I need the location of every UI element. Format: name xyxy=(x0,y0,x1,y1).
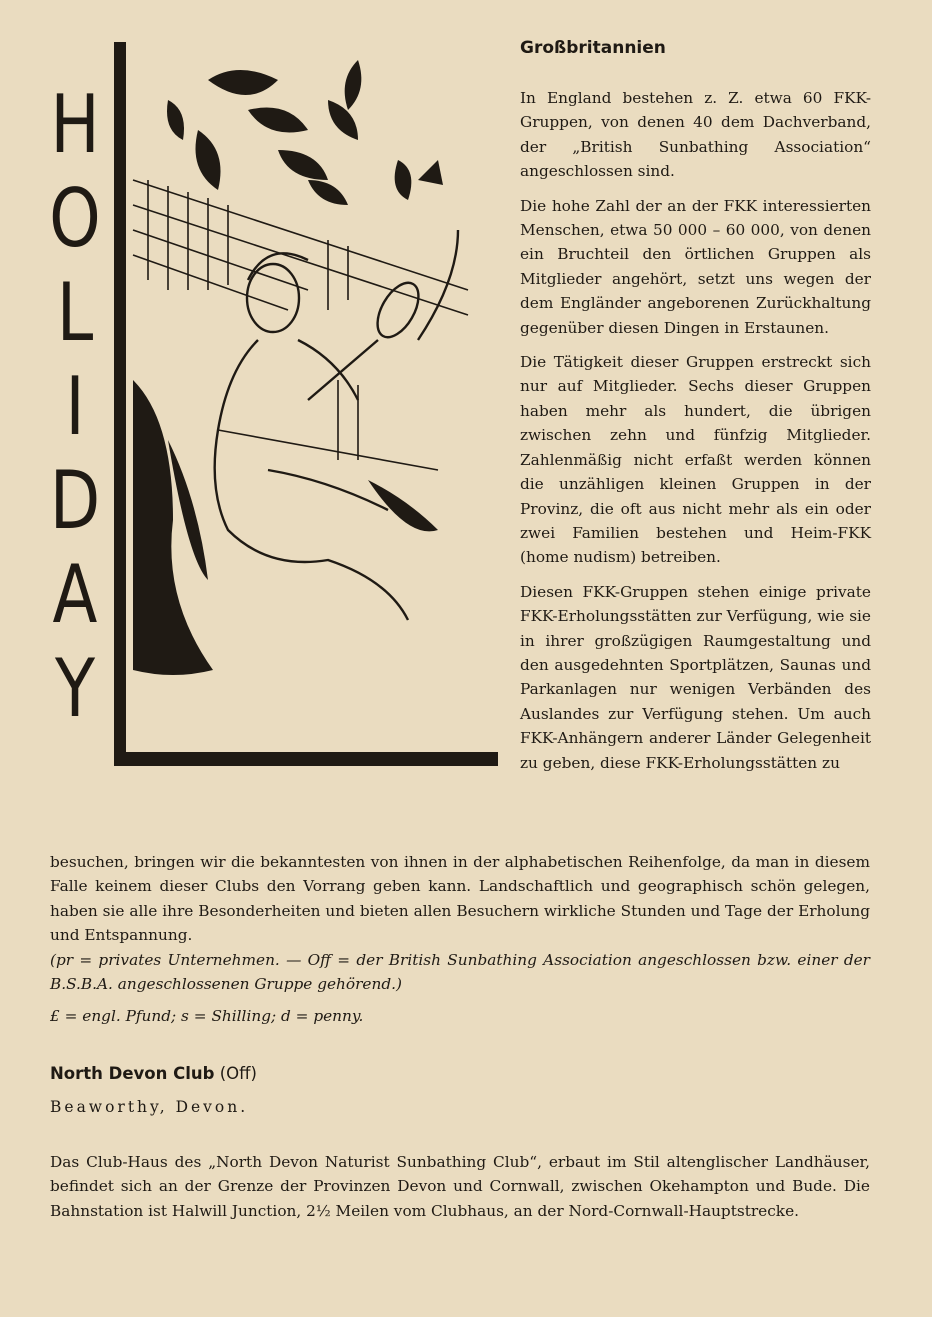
abbreviation-note: (pr = privates Unternehmen. — Off = der British Sunbathing Association angeschlossen bzw. einer der B.S.B.A. angeschlossenen Gruppe gehörend.) xyxy=(50,950,870,994)
section-heading: Großbritannien xyxy=(520,38,666,58)
title-letter: Y xyxy=(54,642,96,735)
paragraph: In England bestehen z. Z. etwa 60 FKK-Gruppen, von denen 40 dem Dachverband, der „British Sunbathing Association“ angeschlossen sind. xyxy=(520,89,871,181)
tennis-player-drawing xyxy=(108,40,500,780)
paragraph: Die Tätigkeit dieser Gruppen erstreckt sich nur auf Mitglieder. Sechs dieser Gruppen haben mehr als hundert, die übrigen zwischen zehn und fünfzig Mitglieder. Zahlenmäßig nicht erfaßt werden können die unzähligen kleinen Gruppen in der Provinz, die oft aus nicht mehr als ein oder zwei Familien bestehen und Heim-FKK (home nudism) betreiben. xyxy=(520,353,871,567)
full-width-text xyxy=(50,850,870,1029)
holiday-vertical-title xyxy=(40,78,110,736)
tennis-illustration xyxy=(108,40,500,780)
paragraph: Diesen FKK-Gruppen stehen einige private FKK-Erholungsstätten zur Verfügung, wie sie in ihrer großzügigen Raumgestaltung und den ausgedehnten Sportplätzen, Saunas und Parkanlagen nur wenigen Verbänden des Auslandes zur Verfügung stehen. Um auch FKK-Anhängern anderer Länder Gelegenheit zu geben, diese FKK-Erholungsstätten zu xyxy=(520,582,871,772)
club-tag: (Off) xyxy=(219,1064,257,1083)
currency-legend: £ = engl. Pfund; s = Shilling; d = penny. xyxy=(50,1007,364,1026)
title-letter: A xyxy=(52,548,98,641)
paragraph: Die hohe Zahl der an der FKK interessierten Menschen, etwa 50 000 – 60 000, von denen ein Bruchteil den örtlichen Gruppen als Mitglieder angehört, setzt uns wegen der dem Engländer angeborenen Zurückhaltung gegenüber diesen Dingen in Erstaunen. xyxy=(520,196,871,337)
club-location: Beaworthy, Devon. xyxy=(50,1098,249,1116)
title-letter: L xyxy=(56,266,94,359)
title-letter: O xyxy=(49,172,101,265)
title-letter: D xyxy=(49,454,101,547)
club-description-block xyxy=(50,1150,870,1223)
paragraph: besuchen, bringen wir die bekanntesten von ihnen in der alphabetischen Reihenfolge, da man in diesem Falle keinem dieser Clubs den Vorrang geben kann. Landschaftlich und geographisch schön gelegen, haben sie alle ihre Besonderheiten und bieten allen Besuchern wirkliche Stunden und Tage der Erholung und Entspannung. xyxy=(50,853,870,945)
club-name: North Devon Club xyxy=(50,1064,215,1083)
club-heading xyxy=(50,1064,257,1083)
club-description: Das Club-Haus des „North Devon Naturist Sunbathing Club“, erbaut im Stil altenglischer Landhäuser, befindet sich an der Grenze der Provinzen Devon und Cornwall, zwischen Okehampton und Bude. Die Bahnstation ist Halwill Junction, 2½ Meilen vom Clubhaus, an der Nord-Cornwall-Hauptstrecke. xyxy=(50,1153,870,1220)
title-letter: H xyxy=(50,78,100,171)
text-column xyxy=(520,86,871,775)
title-letter: I xyxy=(65,360,85,453)
